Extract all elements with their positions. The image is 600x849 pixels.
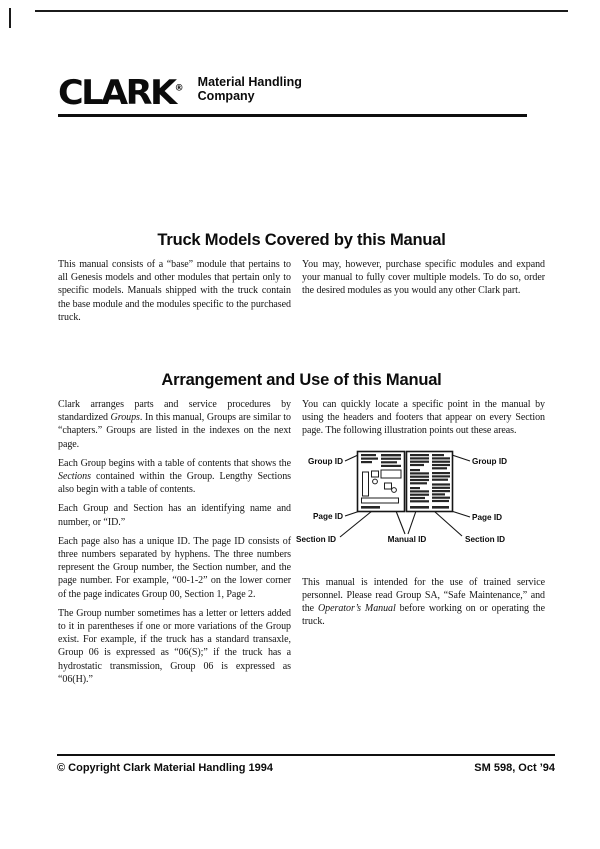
label-page-id-right: Page ID: [472, 512, 503, 522]
section2-title: Arrangement and Use of this Manual: [161, 371, 442, 389]
company-name-line2: Company: [197, 88, 255, 103]
company-name: [198, 76, 302, 103]
section2-right-intro: [302, 398, 545, 438]
section2-left-column: [58, 398, 291, 692]
section2-columns: [58, 398, 545, 692]
logo-text: CLARK: [58, 74, 175, 113]
paragraph: This manual is intended for the use of trained service personnel. Please read Group SA, “Safe Maintenance,” and the Operator’s Manual before working on or operating the truck.: [302, 576, 545, 628]
label-group-id-right: Group ID: [472, 456, 508, 466]
label-page-id-left: Page ID: [312, 511, 343, 521]
label-section-id-left: Section ID: [296, 534, 337, 544]
open-manual-diagram: [295, 446, 545, 571]
paragraph: Each page also has a unique ID. The page ID consists of three numbers separated by hyphens. The three numbers represent the Group number, the Section number, and the page number. For example, “00-1-2” on the lower corner of the page indicates Group 00, Section 1, Page 2.: [58, 535, 291, 600]
document-id: SM 598, Oct ’94: [474, 762, 555, 774]
section1-right-column: [302, 258, 545, 330]
section-truck-models: [58, 230, 545, 330]
paragraph: You may, however, purchase specific modules and expand your manual to fully cover multiple models. To do so, order the desired modules as you would any other Clark part.: [302, 259, 545, 297]
section1-title: Truck Models Covered by this Manual: [157, 231, 446, 249]
paragraph: The Group number sometimes has a letter or letters added to it in parentheses if one or more variations of the Group exist. For example, if the truck has a standard transaxle, Group 06 is expressed as “06(S);” if the truck has a hydrostatic transmission, Group 06 is expressed as “06(H).”: [58, 607, 291, 685]
company-name-line1: Material Handling: [197, 75, 302, 89]
masthead: [58, 74, 545, 117]
label-section-id-right: Section ID: [465, 534, 506, 544]
copyright-text: © Copyright Clark Material Handling 1994: [57, 762, 273, 774]
label-manual-id: Manual ID: [387, 534, 427, 544]
paragraph: Each Group and Section has an identifying name and number, or “ID.”: [58, 503, 291, 528]
section1-columns: [58, 258, 545, 330]
manual-page-illustration: [295, 446, 545, 571]
section1-left-column: [58, 258, 291, 330]
paragraph: Each Group begins with a table of contents that shows the Sections contained within the Group. Lengthy Sections also begin with a table of contents.: [58, 457, 291, 496]
masthead-rule: [58, 114, 527, 117]
footer-row: [57, 762, 555, 774]
logo-row: [58, 74, 545, 113]
section2-right-column: [296, 398, 545, 692]
paragraph: You can quickly locate a specific point in the manual by using the headers and footers that appear on every Section page. The following illustration points out these areas.: [302, 399, 545, 437]
registered-trademark-icon: ®: [174, 83, 184, 94]
scan-artifact-tick: [9, 8, 11, 28]
footer-rule: [57, 754, 555, 756]
label-group-id-left: Group ID: [307, 456, 343, 466]
scan-artifact-line: [35, 10, 568, 12]
paragraph: This manual consists of a “base” module that pertains to all Genesis models and other modules that pertain only to specific models. Manuals shipped with the truck contain the base module and the modules specific to the purchased truck.: [58, 259, 291, 323]
page-footer: [57, 754, 555, 774]
section2-right-outro: [302, 576, 545, 629]
paragraph: Clark arranges parts and service procedures by standardized Groups. In this manual, Groups are similar to “chapters.” Groups are listed in the indexes on the next page.: [58, 399, 291, 450]
section-arrangement-use: [58, 370, 545, 692]
clark-logo: [58, 74, 184, 113]
